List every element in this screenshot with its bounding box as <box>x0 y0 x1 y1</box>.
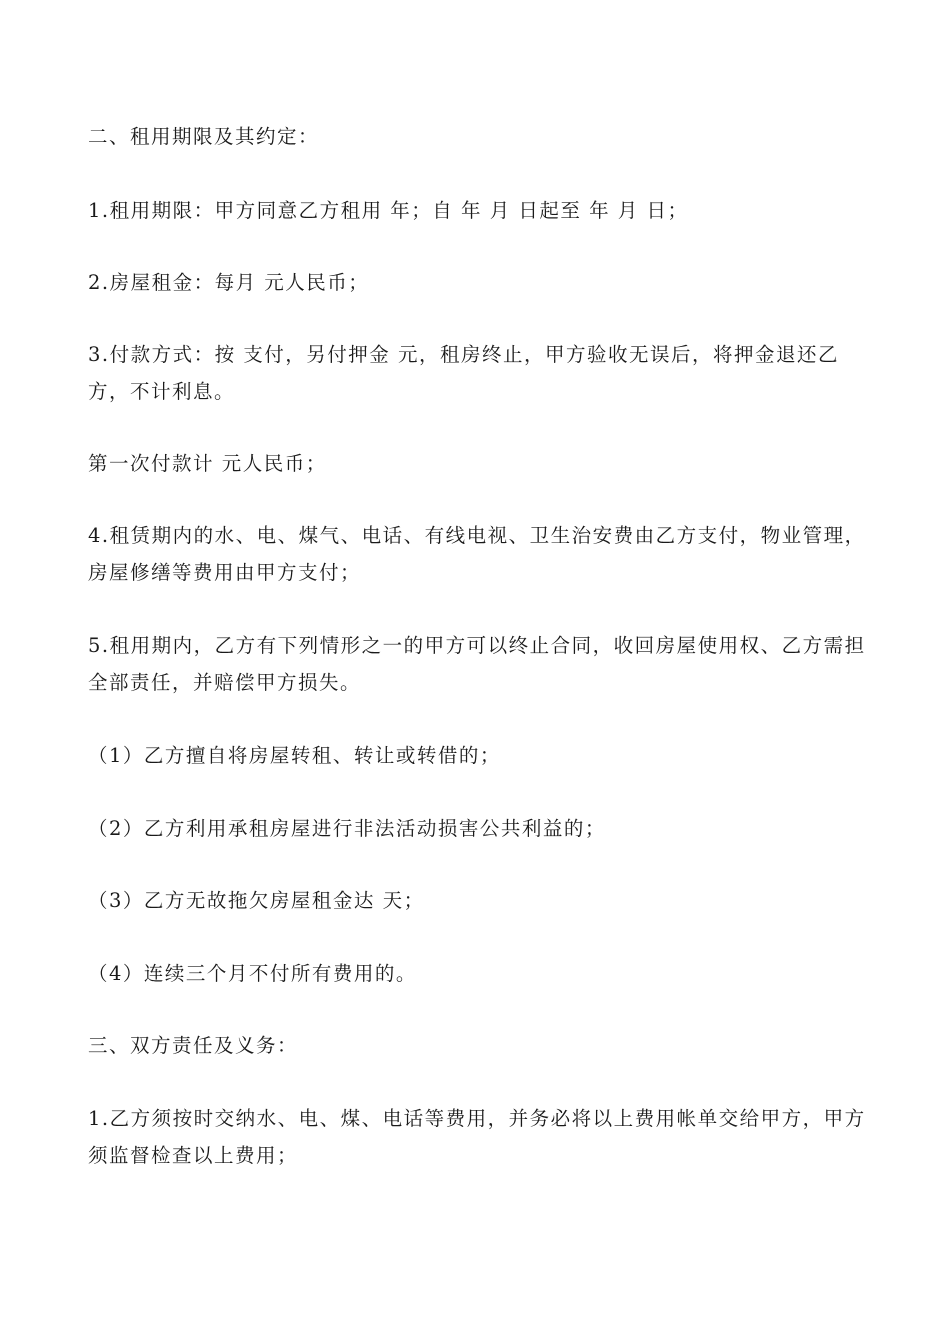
clause-2-5-item-4: （4）连续三个月不付所有费用的。 <box>88 962 417 985</box>
clause-3-1-tenant-duties: 1.乙方须按时交纳水、电、煤、电话等费用，并务必将以上费用帐单交给甲方，甲方须监督检查以上费用； <box>88 1107 866 1167</box>
clause-2-5-item-3: （3）乙方无故拖欠房屋租金达 天； <box>88 889 425 912</box>
section-2-heading: 二、租用期限及其约定： <box>88 125 320 148</box>
clause-2-4-utilities: 4.租赁期内的水、电、煤气、电话、有线电视、卫生治安费由乙方支付，物业管理，房屋修缮等费用由甲方支付； <box>88 524 866 584</box>
clause-2-5-item-1: （1）乙方擅自将房屋转租、转让或转借的； <box>88 744 501 767</box>
section-3-heading: 三、双方责任及义务： <box>88 1034 299 1057</box>
clause-2-3-payment-method: 3.付款方式：按 支付，另付押金 元，租房终止，甲方验收无误后，将押金退还乙方，不计利息。 <box>88 343 840 403</box>
clause-2-2-rent: 2.房屋租金：每月 元人民币； <box>88 271 370 294</box>
clause-2-3-first-payment: 第一次付款计 元人民币； <box>88 452 327 475</box>
clause-2-1-lease-term: 1.租用期限：甲方同意乙方租用 年；自 年 月 日起至 年 月 日； <box>88 199 689 222</box>
clause-2-5-termination: 5.租用期内，乙方有下列情形之一的甲方可以终止合同，收回房屋使用权、乙方需担全部责任，并赔偿甲方损失。 <box>88 634 866 694</box>
clause-2-5-item-2: （2）乙方利用承租房屋进行非法活动损害公共利益的； <box>88 817 606 840</box>
